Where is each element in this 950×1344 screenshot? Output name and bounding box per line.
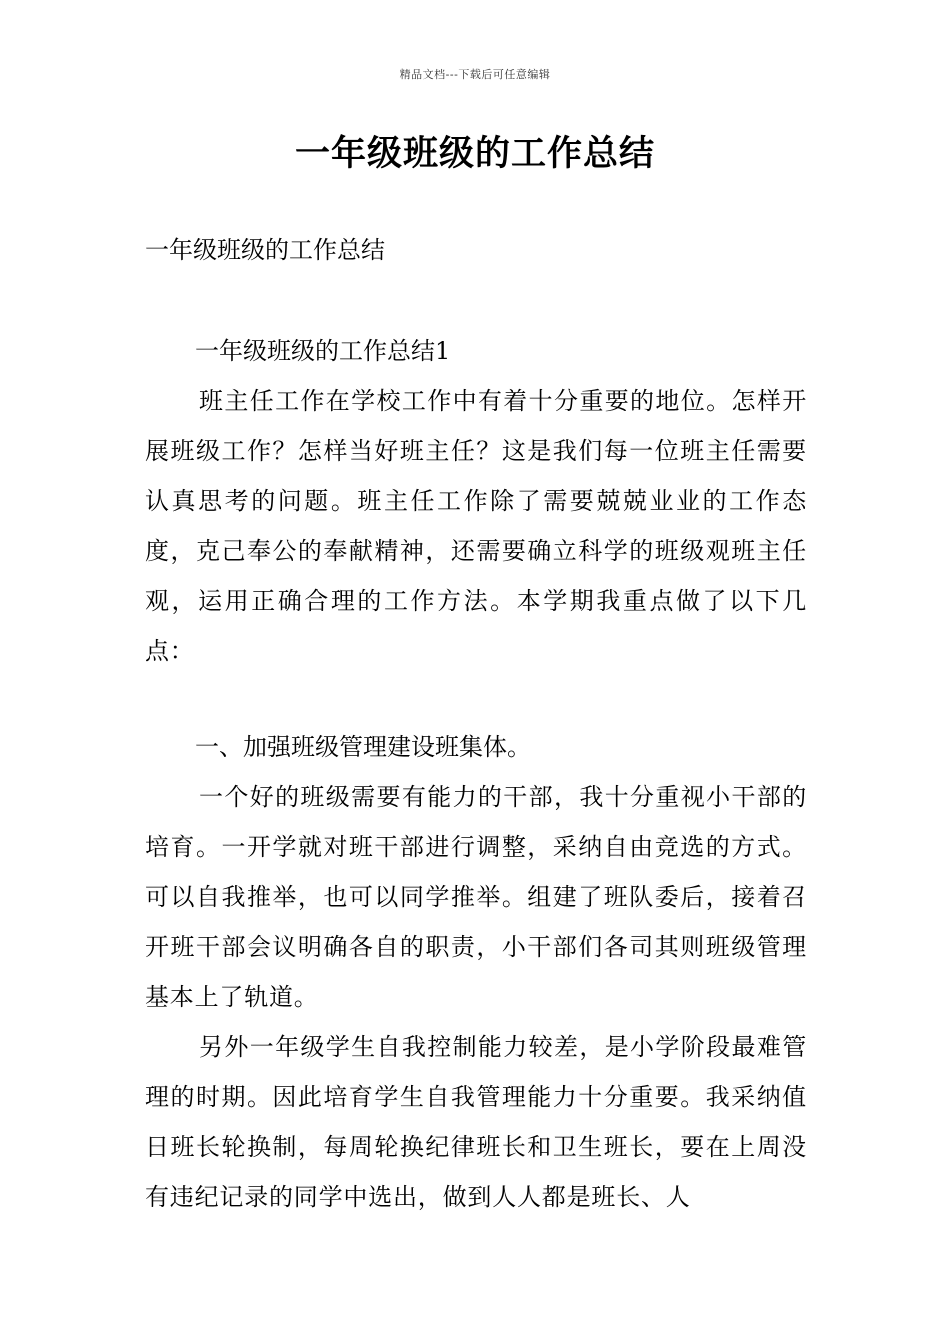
document-subtitle bbox=[145, 225, 807, 275]
section-title bbox=[145, 326, 807, 376]
paragraph-1 bbox=[145, 376, 807, 676]
paragraph-2 bbox=[145, 772, 807, 1022]
heading-1 bbox=[145, 722, 807, 772]
header-note: 精品文档---下载后可任意编辑 bbox=[399, 68, 551, 81]
paragraph-2-text: 一个好的班级需要有能力的干部，我十分重视小干部的培育。一开学就对班干部进行调整，采纳自由竞选的方式。可以自我推举，也可以同学推举。组建了班队委后，接着召开班干部会议明确各自的职责，小干部们各司其则班级管理基本上了轨道。 bbox=[145, 783, 807, 1011]
paragraph-3 bbox=[145, 1022, 807, 1222]
paragraph-3-text: 另外一年级学生自我控制能力较差，是小学阶段最难管理的时期。因此培育学生自我管理能力十分重要。我采纳值日班长轮换制，每周轮换纪律班长和卫生班长，要在上周没有违纪记录的同学中选出，做到人人都是班长、人 bbox=[145, 1033, 807, 1211]
heading-1-text: 一、加强班级管理建设班集体。 bbox=[195, 733, 531, 761]
document-title: 一年级班级的工作总结 bbox=[294, 134, 655, 174]
section-title-text: 一年级班级的工作总结1 bbox=[195, 337, 451, 365]
subtitle-text: 一年级班级的工作总结 bbox=[145, 236, 385, 264]
paragraph-1-text: 班主任工作在学校工作中有着十分重要的地位。怎样开展班级工作？怎样当好班主任？这是我们每一位班主任需要认真思考的问题。班主任工作除了需要兢兢业业的工作态度，克己奉公的奉献精神，还需要确立科学的班级观班主任观，运用正确合理的工作方法。本学期我重点做了以下几点： bbox=[145, 387, 807, 665]
